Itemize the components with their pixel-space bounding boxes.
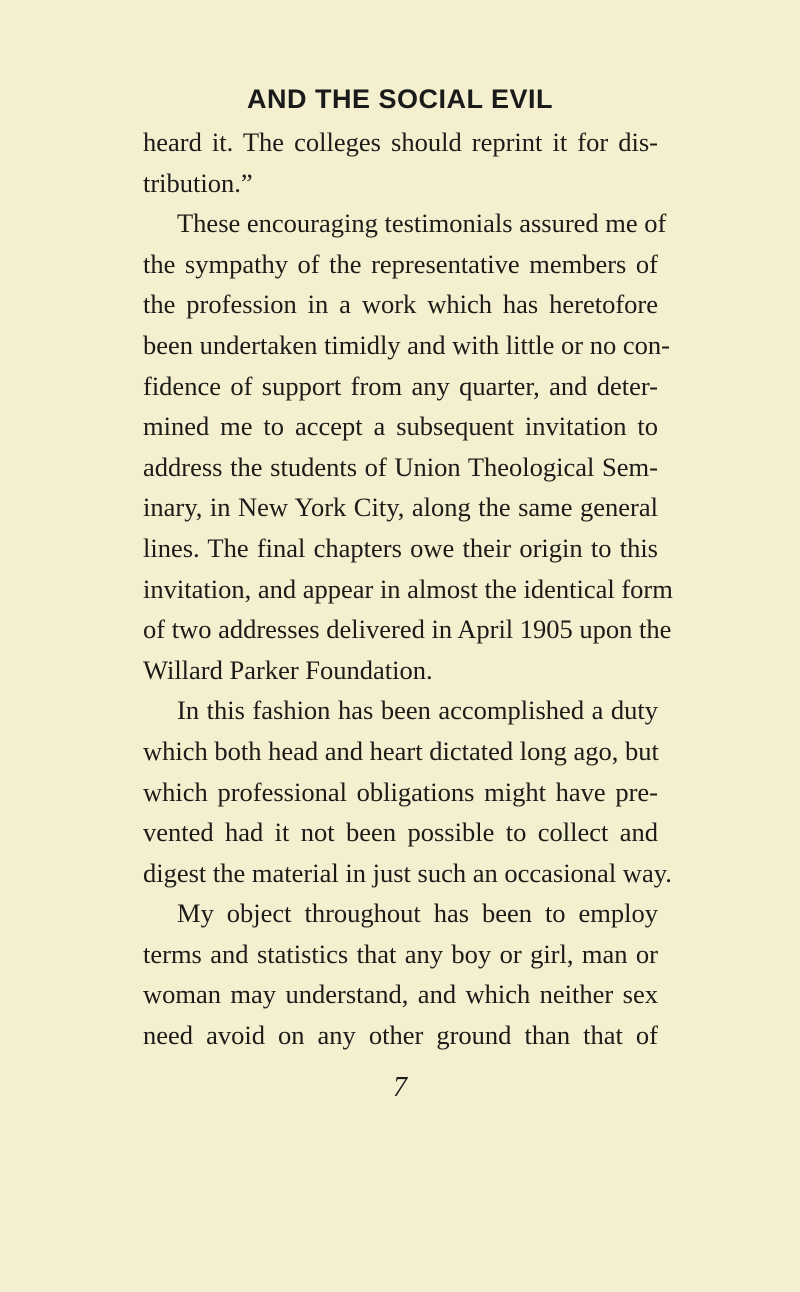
text-line: mined me to accept a subsequent invitation to <box>143 411 658 442</box>
text-line: the profession in a work which has heretofore <box>143 289 658 320</box>
text-line: Willard Parker Foundation. <box>143 654 433 685</box>
text-line: lines. The final chapters owe their origin to this <box>143 532 658 563</box>
body-text <box>143 122 673 1056</box>
text-line: address the students of Union Theological Sem- <box>143 451 658 482</box>
text-line: invitation, and appear in almost the identical form <box>143 573 673 604</box>
text-line: need avoid on any other ground than that of <box>143 1020 658 1051</box>
text-line: woman may understand, and which neither sex <box>143 979 658 1010</box>
text-line: been undertaken timidly and with little or no con- <box>143 329 670 360</box>
text-line: vented had it not been possible to collect and <box>143 817 658 848</box>
text-line: heard it. The colleges should reprint it for dis- <box>143 127 658 157</box>
text-line: These encouraging testimonials assured me of <box>177 208 667 239</box>
text-line: which both head and heart dictated long ago, but <box>143 735 659 766</box>
text-line: which professional obligations might have pre- <box>143 776 658 807</box>
text-line: inary, in New York City, along the same general <box>143 492 658 523</box>
running-head: AND THE SOCIAL EVIL <box>246 84 554 114</box>
text-line: digest the material in just such an occasional way. <box>143 857 672 888</box>
text-line: In this fashion has been accomplished a duty <box>177 695 658 726</box>
text-line: fidence of support from any quarter, and deter- <box>143 370 658 401</box>
text-line: My object throughout has been to employ <box>177 898 658 929</box>
text-line: of two addresses delivered in April 1905 upon the <box>143 614 672 645</box>
text-line: tribution.” <box>143 167 253 198</box>
text-line: the sympathy of the representative members of <box>143 248 658 279</box>
page-number: 7 <box>393 1072 407 1103</box>
text-line: terms and statistics that any boy or girl, man or <box>143 938 658 969</box>
